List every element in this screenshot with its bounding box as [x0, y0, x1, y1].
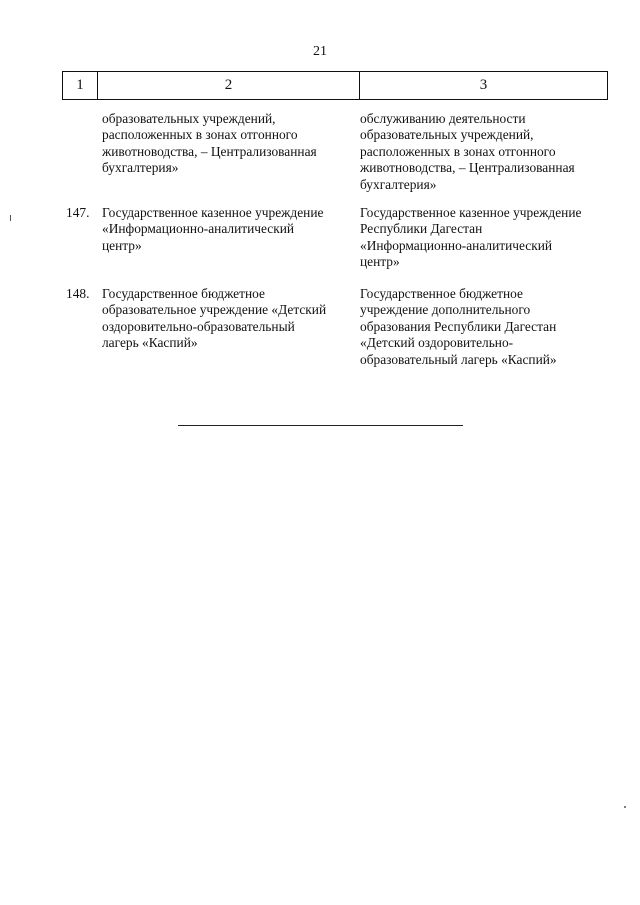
row-number: 148. [66, 286, 90, 301]
header-cell-1: 1 [63, 72, 98, 99]
scan-speck [624, 806, 626, 808]
row-col3: Государственное бюджетное учреждение дополнительного образования Республики Дагестан «Детский оздоровительно- образовательный лагерь «Каспий» [360, 286, 557, 367]
scan-speck [10, 215, 11, 221]
end-of-document-rule [178, 425, 463, 426]
page-number: 21 [313, 44, 327, 59]
row-col2: Государственное бюджетное образовательное учреждение «Детский оздоровительно-образовательный лагерь «Каспий» [102, 286, 327, 351]
table-header [62, 71, 608, 100]
header-cell-3: 3 [479, 77, 488, 93]
row-col2: образовательных учреждений, расположенных в зонах отгонного животноводства, – Централизованная бухгалтерия» [102, 111, 317, 176]
row-number: 147. [66, 205, 90, 220]
row-col2: Государственное казенное учреждение «Информационно-аналитический центр» [102, 205, 324, 253]
row-col3: обслуживанию деятельности образовательных учреждений, расположенных в зонах отгонного животноводства, – Централизованная бухгалтерия» [360, 111, 575, 192]
header-cell-2: 2 [98, 72, 360, 99]
row-col3: Государственное казенное учреждение Республики Дагестан «Информационно-аналитический центр» [360, 205, 582, 270]
